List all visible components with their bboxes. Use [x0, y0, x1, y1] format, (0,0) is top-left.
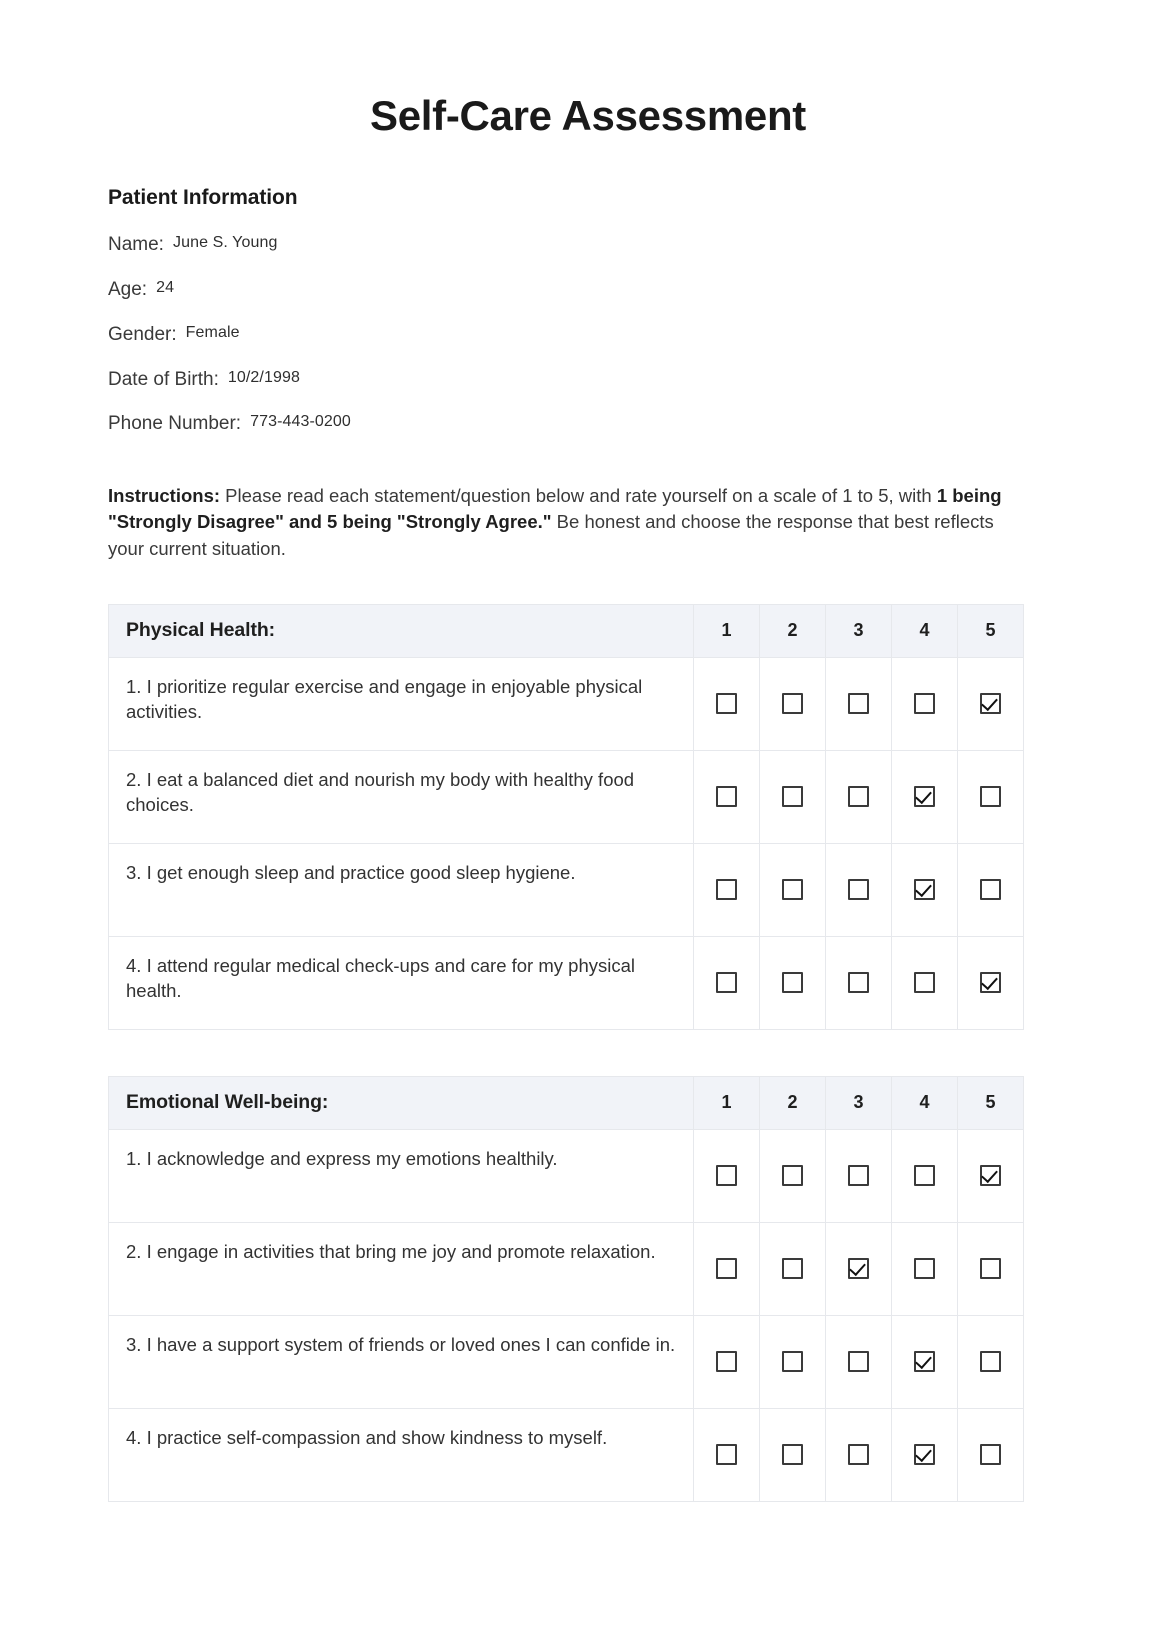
rating-cell[interactable] [826, 1315, 892, 1408]
patient-info-label: Gender: [108, 323, 177, 345]
rating-cell[interactable] [826, 1408, 892, 1501]
checkbox-checked-icon[interactable] [980, 972, 1001, 993]
checkbox-icon[interactable] [716, 1444, 737, 1465]
likert-tables [108, 604, 1068, 1502]
checkbox-icon[interactable] [716, 693, 737, 714]
instructions-label: Instructions: [108, 485, 221, 507]
patient-info-row [108, 369, 1068, 392]
checkbox-icon[interactable] [716, 1165, 737, 1186]
category-heading: Emotional Well-being: [109, 1076, 694, 1129]
patient-info-value[interactable]: 773-443-0200 [250, 413, 351, 431]
checkbox-icon[interactable] [914, 972, 935, 993]
table-row [109, 1408, 1024, 1501]
table-row [109, 1315, 1024, 1408]
checkbox-icon[interactable] [716, 1351, 737, 1372]
checkbox-icon[interactable] [716, 786, 737, 807]
question-text: 4. I attend regular medical check-ups and care for my physical health. [109, 936, 694, 1029]
patient-info-label: Name: [108, 234, 164, 256]
rating-cell[interactable] [826, 1129, 892, 1222]
checkbox-icon[interactable] [848, 693, 869, 714]
checkbox-icon[interactable] [716, 1258, 737, 1279]
patient-info-value[interactable]: Female [185, 323, 240, 341]
scale-column-header: 1 [694, 604, 760, 657]
scale-column-header: 5 [958, 604, 1024, 657]
checkbox-checked-icon[interactable] [914, 1444, 935, 1465]
checkbox-checked-icon[interactable] [848, 1258, 869, 1279]
question-text: 4. I practice self-compassion and show kindness to myself. [109, 1408, 694, 1501]
rating-cell[interactable] [826, 843, 892, 936]
checkbox-icon[interactable] [848, 786, 869, 807]
rating-cell[interactable] [760, 1222, 826, 1315]
checkbox-icon[interactable] [848, 1165, 869, 1186]
checkbox-icon[interactable] [980, 786, 1001, 807]
checkbox-checked-icon[interactable] [914, 879, 935, 900]
checkbox-icon[interactable] [782, 972, 803, 993]
category-heading: Physical Health: [109, 604, 694, 657]
checkbox-icon[interactable] [716, 879, 737, 900]
scale-column-header: 1 [694, 1076, 760, 1129]
table-row [109, 936, 1024, 1029]
checkbox-icon[interactable] [782, 1351, 803, 1372]
question-text: 3. I have a support system of friends or loved ones I can confide in. [109, 1315, 694, 1408]
table-row [109, 657, 1024, 750]
checkbox-icon[interactable] [914, 1165, 935, 1186]
patient-information-list [108, 234, 1068, 436]
rating-cell[interactable] [958, 750, 1024, 843]
rating-cell[interactable] [892, 1408, 958, 1501]
checkbox-icon[interactable] [980, 1258, 1001, 1279]
checkbox-icon[interactable] [980, 879, 1001, 900]
patient-info-label: Phone Number: [108, 413, 242, 435]
checkbox-checked-icon[interactable] [914, 1351, 935, 1372]
checkbox-checked-icon[interactable] [980, 1165, 1001, 1186]
rating-cell[interactable] [958, 1222, 1024, 1315]
rating-cell[interactable] [760, 657, 826, 750]
checkbox-checked-icon[interactable] [980, 693, 1001, 714]
scale-column-header: 4 [892, 604, 958, 657]
question-text: 2. I eat a balanced diet and nourish my body with healthy food choices. [109, 750, 694, 843]
table-row [109, 1129, 1024, 1222]
rating-cell[interactable] [892, 657, 958, 750]
rating-cell[interactable] [694, 1222, 760, 1315]
rating-cell[interactable] [694, 1408, 760, 1501]
table-row [109, 843, 1024, 936]
checkbox-icon[interactable] [716, 972, 737, 993]
rating-cell[interactable] [760, 750, 826, 843]
rating-cell[interactable] [760, 843, 826, 936]
question-text: 3. I get enough sleep and practice good sleep hygiene. [109, 843, 694, 936]
question-text: 1. I acknowledge and express my emotions healthily. [109, 1129, 694, 1222]
rating-cell[interactable] [892, 843, 958, 936]
scale-column-header: 5 [958, 1076, 1024, 1129]
scale-column-header: 2 [760, 1076, 826, 1129]
instructions-text-part2: Be honest and choose the response that best reflects your current situation. [108, 511, 994, 559]
rating-cell[interactable] [958, 843, 1024, 936]
question-text: 2. I engage in activities that bring me joy and promote relaxation. [109, 1222, 694, 1315]
rating-cell[interactable] [826, 936, 892, 1029]
checkbox-icon[interactable] [980, 1444, 1001, 1465]
rating-cell[interactable] [958, 1408, 1024, 1501]
patient-information-heading: Patient Information [108, 186, 298, 210]
rating-cell[interactable] [892, 936, 958, 1029]
patient-info-label: Age: [108, 278, 148, 300]
rating-cell[interactable] [892, 750, 958, 843]
rating-cell[interactable] [958, 936, 1024, 1029]
instructions-text-part1: Please read each statement/question below and rate yourself on a scale of 1 to 5, with [220, 485, 937, 507]
rating-cell[interactable] [826, 750, 892, 843]
rating-cell[interactable] [694, 1129, 760, 1222]
checkbox-icon[interactable] [782, 1444, 803, 1465]
patient-info-row [108, 413, 1068, 436]
rating-cell[interactable] [760, 936, 826, 1029]
checkbox-icon[interactable] [782, 1258, 803, 1279]
patient-info-label: Date of Birth: [108, 368, 219, 390]
checkbox-icon[interactable] [782, 879, 803, 900]
checkbox-checked-icon[interactable] [914, 786, 935, 807]
rating-cell[interactable] [958, 657, 1024, 750]
likert-header-row [109, 604, 1024, 657]
rating-cell[interactable] [694, 843, 760, 936]
checkbox-icon[interactable] [848, 972, 869, 993]
patient-info-value[interactable]: June S. Young [172, 234, 278, 252]
rating-cell[interactable] [826, 1222, 892, 1315]
likert-table [108, 1076, 1024, 1502]
scale-column-header: 3 [826, 604, 892, 657]
patient-info-value[interactable]: 10/2/1998 [227, 368, 300, 386]
scale-column-header: 2 [760, 604, 826, 657]
instructions-emphasis: 1 being "Strongly Disagree" and 5 being "Strongly Agree." [108, 485, 1002, 533]
patient-info-row [108, 234, 1068, 257]
rating-cell[interactable] [892, 1222, 958, 1315]
table-row [109, 1222, 1024, 1315]
checkbox-icon[interactable] [980, 1351, 1001, 1372]
checkbox-icon[interactable] [848, 879, 869, 900]
table-row [109, 750, 1024, 843]
rating-cell[interactable] [694, 750, 760, 843]
likert-header-row [109, 1076, 1024, 1129]
rating-cell[interactable] [760, 1408, 826, 1501]
rating-cell[interactable] [760, 1129, 826, 1222]
checkbox-icon[interactable] [848, 1444, 869, 1465]
checkbox-icon[interactable] [782, 786, 803, 807]
patient-info-row [108, 324, 1068, 347]
rating-cell[interactable] [892, 1129, 958, 1222]
rating-cell[interactable] [958, 1315, 1024, 1408]
rating-cell[interactable] [694, 657, 760, 750]
scale-column-header: 4 [892, 1076, 958, 1129]
rating-cell[interactable] [694, 1315, 760, 1408]
rating-cell[interactable] [694, 936, 760, 1029]
checkbox-icon[interactable] [914, 693, 935, 714]
rating-cell[interactable] [826, 657, 892, 750]
patient-info-value[interactable]: 24 [156, 278, 175, 296]
checkbox-icon[interactable] [848, 1351, 869, 1372]
checkbox-icon[interactable] [914, 1258, 935, 1279]
checkbox-icon[interactable] [782, 1165, 803, 1186]
checkbox-icon[interactable] [782, 693, 803, 714]
instructions-paragraph [108, 436, 1023, 562]
likert-table [108, 604, 1024, 1030]
rating-cell[interactable] [958, 1129, 1024, 1222]
patient-info-row [108, 279, 1068, 302]
rating-cell[interactable] [760, 1315, 826, 1408]
scale-column-header: 3 [826, 1076, 892, 1129]
question-text: 1. I prioritize regular exercise and engage in enjoyable physical activities. [109, 657, 694, 750]
rating-cell[interactable] [892, 1315, 958, 1408]
page-title: Self-Care Assessment [370, 92, 806, 139]
